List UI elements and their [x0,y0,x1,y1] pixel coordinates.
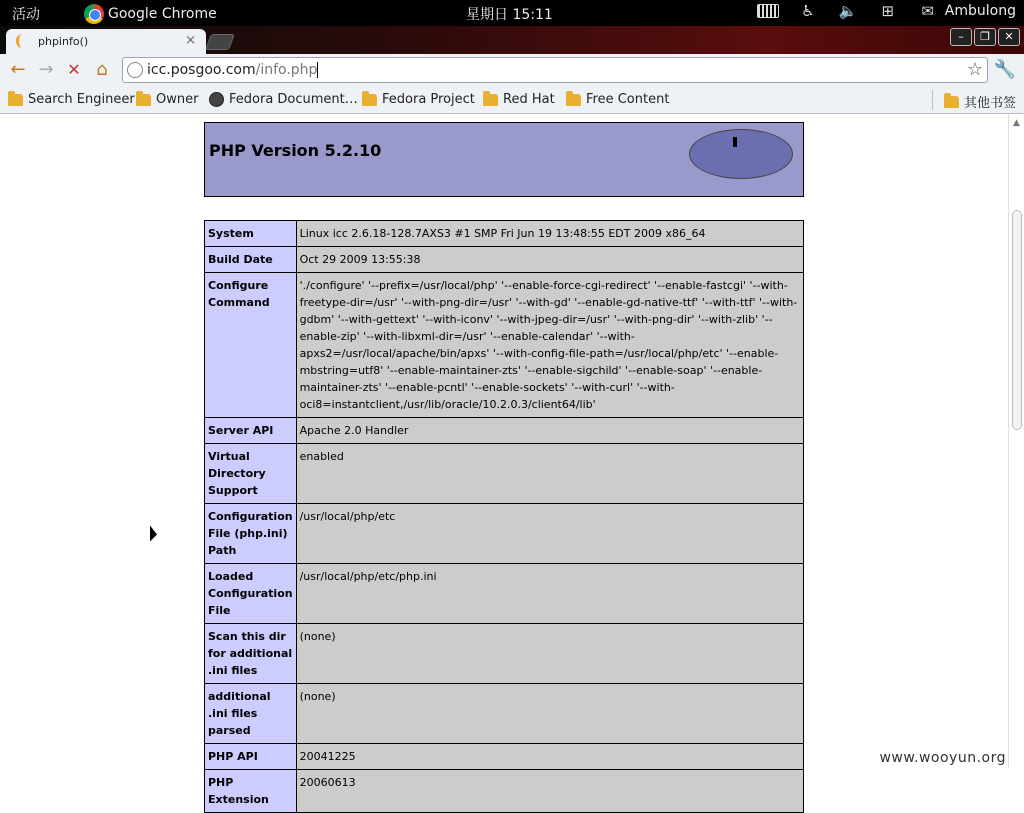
row-label: Configure Command [205,273,297,418]
row-value: 20060613 [296,770,803,813]
tab-close-icon[interactable]: × [185,33,196,48]
row-value: /usr/local/php/etc/php.ini [296,564,803,624]
bookmark-red-hat[interactable]: Red Hat [483,92,555,107]
table-row [205,504,804,564]
clock[interactable]: 星期日 15:11 [466,7,553,23]
tab-title: phpinfo() [38,35,89,48]
forward-button[interactable]: → [38,59,54,80]
table-row [205,444,804,504]
row-label: Configuration File (php.ini) Path [205,504,297,564]
accessibility-icon[interactable]: ♿ [801,2,815,20]
row-value: /usr/local/php/etc [296,504,803,564]
folder-icon [944,96,959,108]
tab-strip [0,26,1024,54]
row-label: additional .ini files parsed [205,684,297,744]
row-value: Oct 29 2009 13:55:38 [296,247,803,273]
php-version-header [204,122,804,197]
volume-icon[interactable]: 🔈 [838,2,858,20]
minimize-button[interactable]: – [950,28,972,46]
page-content [0,114,1008,806]
table-row [205,624,804,684]
row-label: Virtual Directory Support [205,444,297,504]
table-row [205,247,804,273]
row-value: (none) [296,624,803,684]
table-row [205,221,804,247]
table-row [205,418,804,444]
app-menu[interactable] [84,4,217,24]
chat-status-icon: ✉ [921,2,935,20]
system-tray [757,2,1016,20]
watermark: www.wooyun.org [879,750,1006,766]
bookmark-star-icon[interactable]: ☆ [966,59,983,80]
loading-icon [16,34,28,48]
stop-button[interactable]: ✕ [67,60,81,79]
row-value: './configure' '--prefix=/usr/local/php' '--enable-force-cgi-redirect' '--enable-fastcgi' '--with-freetype-dir=/usr' '--with-png-dir=/usr' '--with-gd' '--enable-gd-native-ttf' '--with-ttf' '--with-gdbm' '--with-gettext' '--with-iconv' '--with-jpeg-dir=/usr' '--with-png-dir' '--with-zlib' '--enable-zip' '--with-libxml-dir=/usr' '--enable-calendar' '--with-apxs2=/usr/local/apache/bin/apxs' '--with-config-file-path=/usr/local/php/etc' '--enable-mbstring=utf8' '--enable-maintainer-zts' '--enable-sigchild' '--enable-soap' '--enable-maintainer-zts' '--enable-pcntl' '--enable-sockets' '--with-curl' '--with-oci8=instantclient,/usr/lib/oracle/10.2.0.3/client64/lib' [296,273,803,418]
table-row [205,684,804,744]
folder-icon [483,94,498,106]
new-tab-button[interactable] [205,34,235,50]
php-version-title: PHP Version 5.2.10 [209,141,382,160]
table-row [205,770,804,813]
bookmark-free-content[interactable]: Free Content [566,92,669,107]
home-button[interactable]: ⌂ [96,59,108,80]
app-name: Google Chrome [108,6,217,22]
bookmarks-separator [932,90,933,110]
scrollbar-thumb[interactable] [1012,210,1022,430]
row-label: Scan this dir for additional .ini files [205,624,297,684]
bookmark-search-engineer[interactable]: Search Engineer [8,92,135,107]
row-value: Apache 2.0 Handler [296,418,803,444]
activities-button[interactable]: 活动 [12,7,40,23]
back-button[interactable]: ← [10,59,26,80]
folder-icon [566,94,581,106]
url-text[interactable]: icc.posgoo.com/info.php [147,62,318,78]
browser-toolbar [0,54,1024,86]
row-value: 20041225 [296,744,803,770]
close-window-button[interactable]: ✕ [998,28,1020,46]
chrome-icon [84,4,104,24]
globe-icon [127,62,143,78]
folder-icon [8,94,23,106]
other-bookmarks[interactable]: 其他书签 [944,92,1016,111]
folder-icon [362,94,377,106]
table-row [205,273,804,418]
system-top-bar [0,0,1024,26]
restore-button[interactable]: ❐ [974,28,996,46]
bookmark-owner[interactable]: Owner [136,92,198,107]
row-label: PHP Extension [205,770,297,813]
user-menu[interactable] [917,2,1016,20]
row-label: Loaded Configuration File [205,564,297,624]
window-controls [950,28,1020,46]
row-label: System [205,221,297,247]
tab-phpinfo[interactable] [6,29,206,54]
keyboard-icon[interactable] [757,2,779,20]
network-icon[interactable]: ⊞ [881,2,895,20]
page-scrollbar[interactable] [1008,114,1024,768]
mouse-pointer-icon [150,526,157,547]
row-value: enabled [296,444,803,504]
wrench-menu-icon[interactable]: 🔧 [993,59,1016,80]
row-value: Linux icc 2.6.18-128.7AXS3 #1 SMP Fri Jun 19 13:48:55 EDT 2009 x86_64 [296,221,803,247]
phpinfo-table [204,220,804,813]
table-row [205,744,804,770]
address-bar[interactable] [122,57,988,83]
row-value: (none) [296,684,803,744]
table-row [205,564,804,624]
row-label: Build Date [205,247,297,273]
bookmarks-bar [0,86,1024,114]
row-label: PHP API [205,744,297,770]
fedora-icon [209,92,224,107]
user-name: Ambulong [944,3,1016,19]
folder-icon [136,94,151,106]
scroll-up-icon[interactable]: ▲ [1013,118,1020,128]
row-label: Server API [205,418,297,444]
bookmark-fedora-project[interactable]: Fedora Project [362,92,475,107]
php-logo-icon[interactable] [689,129,793,149]
bookmark-fedora-documentation[interactable]: Fedora Document… [209,92,358,107]
